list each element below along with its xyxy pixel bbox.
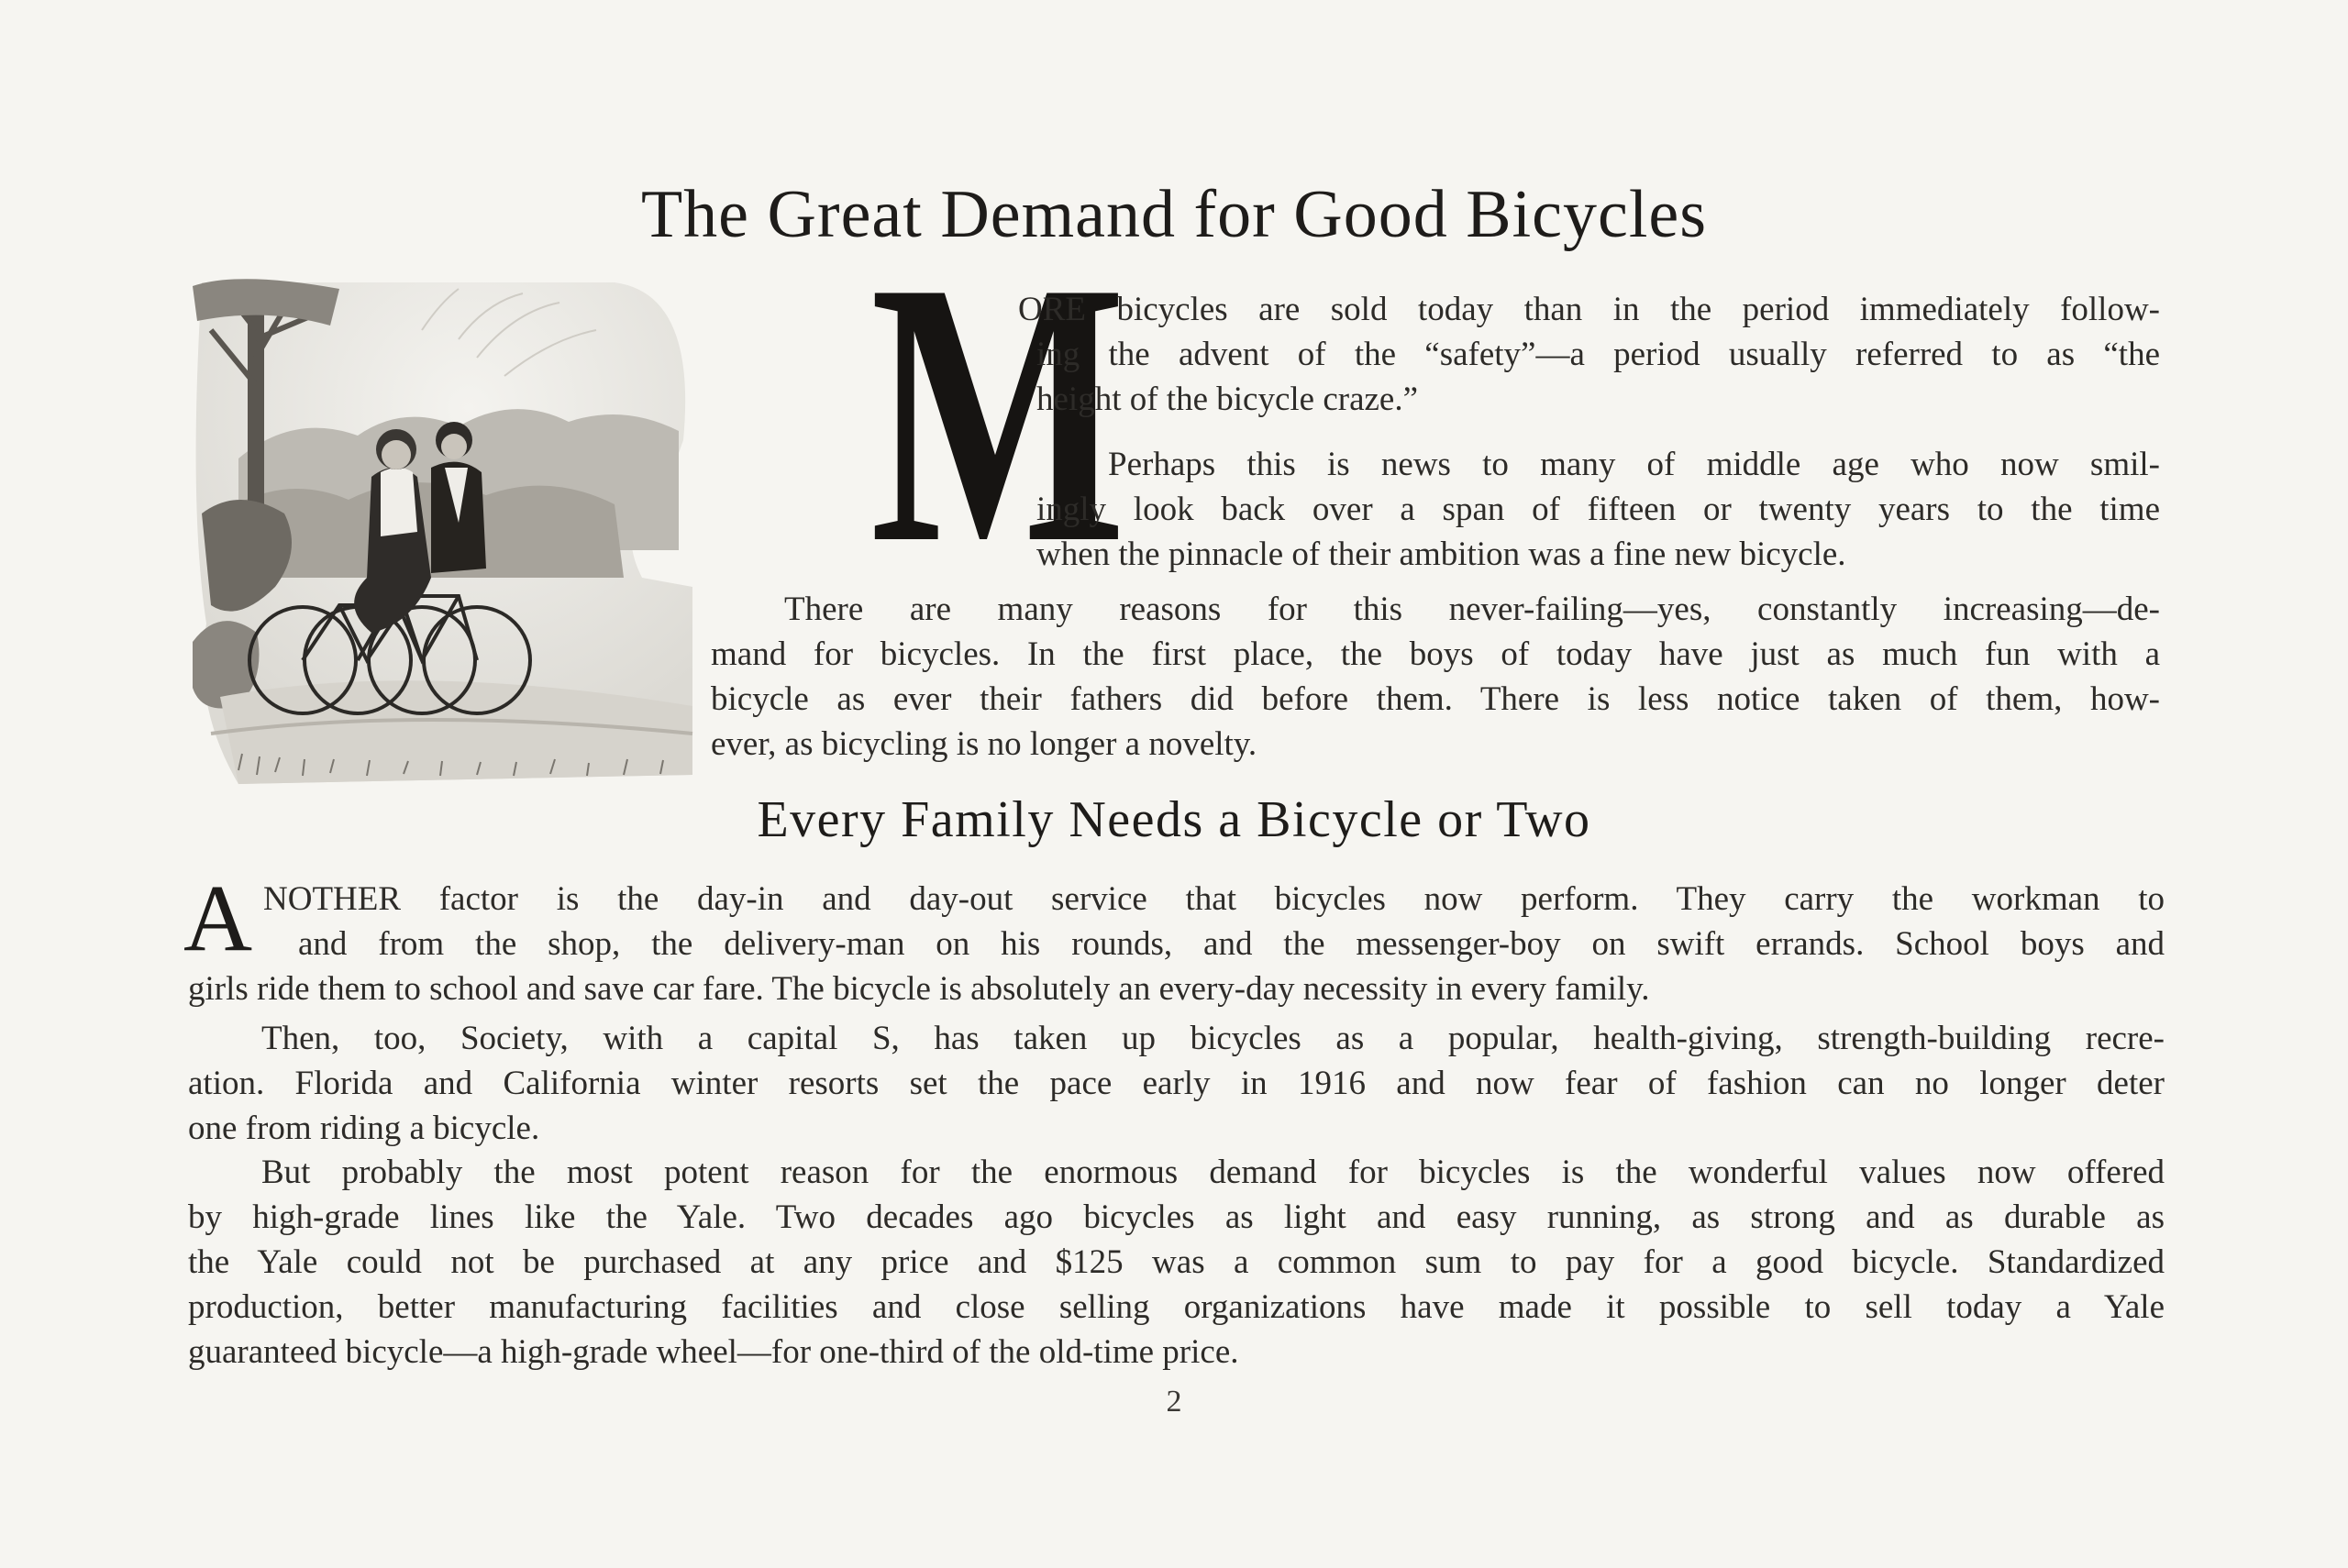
text-line: ing the advent of the “safety”—a period usually referred to as “the (1036, 336, 2160, 373)
text-line: guaranteed bicycle—a high-grade wheel—for one-third of the old-time price. (188, 1333, 1239, 1371)
text-line: one from riding a bicycle. (188, 1110, 540, 1147)
text-line: ingly look back over a span of fifteen or twenty years to the time (1036, 491, 2160, 528)
reasons-paragraph (711, 587, 2160, 767)
text-line: height of the bicycle craze.” (1036, 381, 1419, 418)
page-number: 2 (1166, 1385, 1182, 1419)
text-line: mand for bicycles. In the first place, the boys of today have just as much fun with a (711, 635, 2160, 673)
text-line: girls ride them to school and save car fare. The bicycle is absolutely an every-day necessity in every family. (188, 970, 1650, 1008)
drop-cap-m: M (869, 204, 1126, 621)
text-line: There are many reasons for this never-failing—yes, constantly increasing—de- (784, 591, 2160, 628)
middle-age-paragraph (1036, 442, 2160, 577)
cyclists-illustration (183, 275, 697, 789)
society-paragraph (188, 1016, 2165, 1151)
text-line: and from the shop, the delivery-man on his rounds, and the messenger-boy on swift errands. School boys and (298, 925, 2165, 963)
text-line: bicycle as ever their fathers did before them. There is less notice taken of them, how- (711, 680, 2160, 718)
text-line: But probably the most potent reason for the enormous demand for bicycles is the wonderful values now offered (261, 1154, 2165, 1191)
text-line: by high-grade lines like the Yale. Two decades ago bicycles as light and easy running, as strong and as durable as (188, 1198, 2165, 1236)
intro-paragraph (1018, 287, 2160, 422)
drop-cap-a: A (183, 866, 253, 971)
values-paragraph (188, 1150, 2165, 1375)
text-line: ation. Florida and California winter resorts set the pace early in 1916 and now fear of fashion can no longer deter (188, 1065, 2165, 1102)
text-line: Then, too, Society, with a capital S, has taken up bicycles as a popular, health-giving, strength-building recre- (261, 1020, 2165, 1057)
service-paragraph (188, 877, 2165, 1011)
text-line: production, better manufacturing facilities and close selling organizations have made it possible to sell today a Yale (188, 1288, 2165, 1326)
text-line: when the pinnacle of their ambition was a fine new bicycle. (1036, 536, 1846, 573)
text-line: NOTHER factor is the day-in and day-out service that bicycles now perform. They carry the workman to (263, 880, 2165, 918)
text-line: Perhaps this is news to many of middle age who now smil- (1108, 446, 2160, 483)
text-line: ORE bicycles are sold today than in the period immediately follow- (1018, 291, 2160, 328)
page-title: The Great Demand for Good Bicycles (640, 177, 1708, 252)
text-line: the Yale could not be purchased at any price and $125 was a common sum to pay for a good bicycle. Standardized (188, 1243, 2165, 1281)
text-line: ever, as bicycling is no longer a novelty. (711, 725, 1257, 763)
section-heading: Every Family Needs a Bicycle or Two (757, 791, 1591, 848)
